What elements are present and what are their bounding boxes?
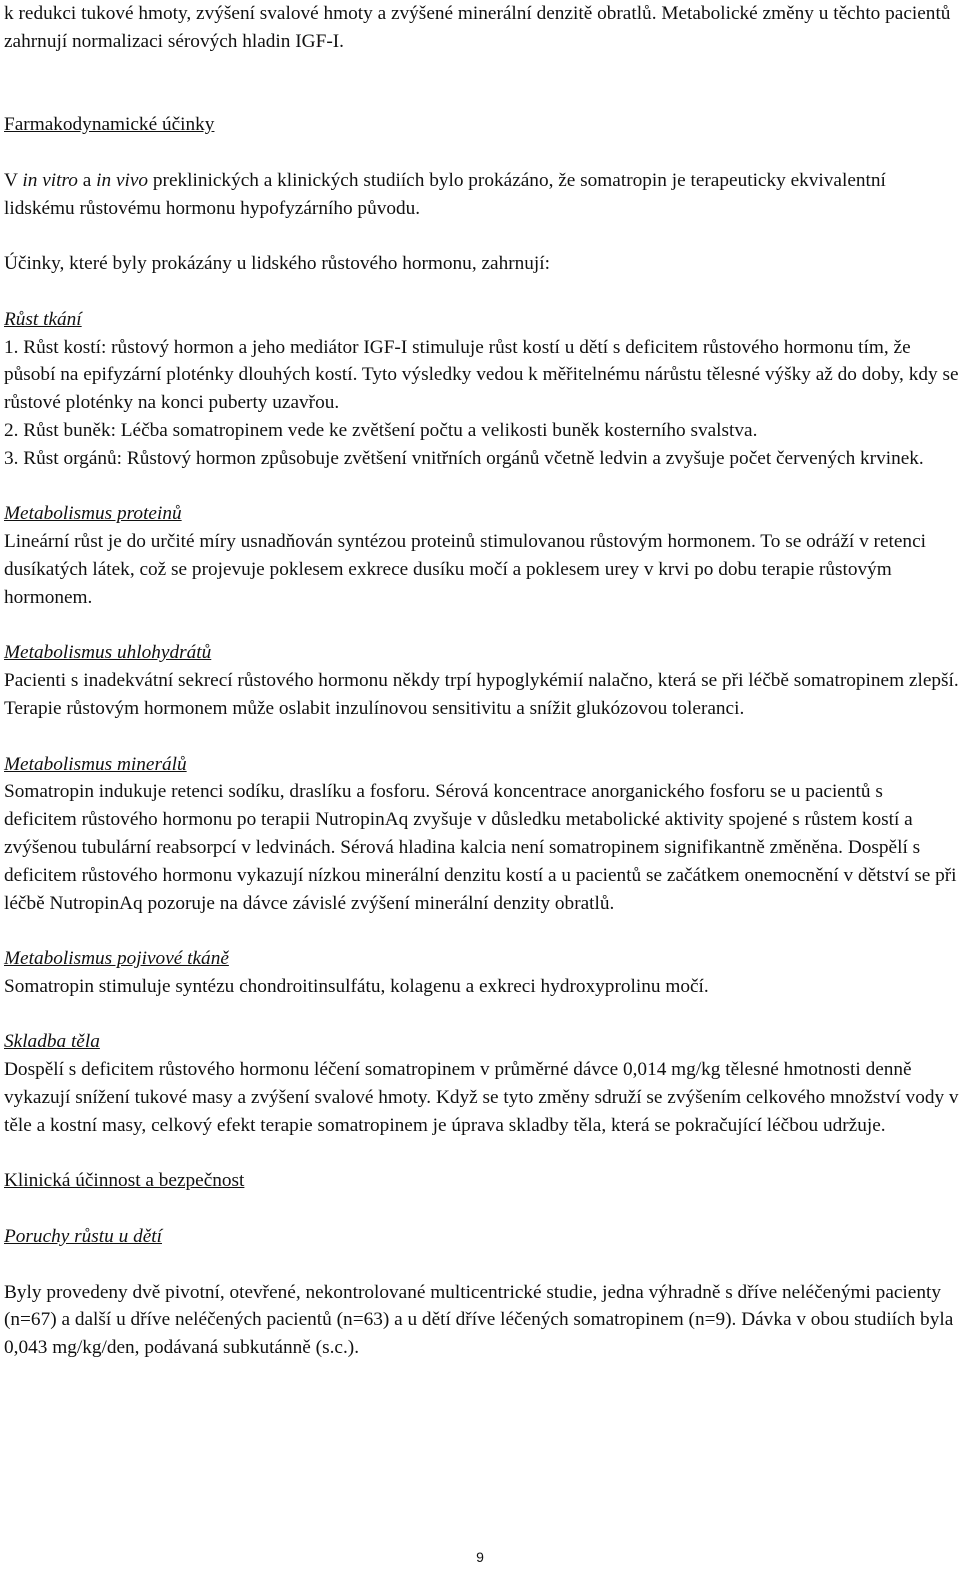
- protein-metabolism-paragraph: Lineární růst je do určité míry usnadňován syntézou proteinů stimulovanou růstovým hormonem. To se odráží v retenci dusíkatých látek, což se projevuje poklesem exkrece dusíku močí a poklesem urey v krvi po dobu terapie růstovým hormonem.: [4, 531, 926, 608]
- effects-intro-paragraph: Účinky, které byly prokázány u lidského růstového hormonu, zahrnují:: [4, 253, 550, 275]
- spacer: [4, 723, 959, 751]
- spacer: [4, 1140, 959, 1168]
- spacer: [4, 1001, 959, 1029]
- spacer: [4, 917, 959, 945]
- text-fragment: a: [77, 169, 97, 191]
- spacer: [4, 473, 959, 501]
- clinical-heading: Klinická účinnost a bezpečnost: [4, 1170, 245, 1192]
- text-fragment: preklinických a klinických studiích bylo prokázáno, že somatropin je terapeuticky ekvivalentní lidskému růstovému hormonu hypofyzárního původu.: [4, 169, 886, 219]
- carbohydrate-metabolism-heading: Metabolismus uhlohydrátů: [4, 642, 212, 664]
- tissue-growth-heading: Růst tkání: [4, 308, 82, 330]
- body-composition-heading: Skladba těla: [4, 1031, 100, 1053]
- spacer: [4, 1195, 959, 1223]
- pharmacodynamics-heading: Farmakodynamické účinky: [4, 114, 215, 136]
- tissue-growth-item: 3. Růst orgánů: Růstový hormon způsobuje zvětšení vnitřních orgánů včetně ledvin a zvyšuje počet červených krvinek.: [4, 447, 924, 469]
- clinical-paragraph: Byly provedeny dvě pivotní, otevřené, nekontrolované multicentrické studie, jedna výhradně s dříve neléčenými pacienty (n=67) a další u dříve neléčených pacientů (n=63) a u dětí dříve léčených somatropinem (n=9). Dávka v obou studiích byla 0,043 mg/kg/den, podávaná subkutánně (s.c.).: [4, 1281, 954, 1359]
- page-number: 9: [476, 1549, 484, 1565]
- spacer: [4, 222, 959, 250]
- document-page: [4, 0, 959, 1362]
- body-composition-paragraph: Dospělí s deficitem růstového hormonu léčení somatropinem v průměrné dávce 0,014 mg/kg tělesné hmotnosti denně vykazují snížení tukové masy a zvýšení svalové hmoty. Když se tyto změny sdruží se zvýšením celkového množství vody v těle a kostní masy, celkový efekt terapie somatropinem je úprava skladby těla, která se pokračující léčbou udržuje.: [4, 1059, 959, 1136]
- protein-metabolism-heading: Metabolismus proteinů: [4, 503, 182, 525]
- connective-tissue-paragraph: Somatropin stimuluje syntézu chondroitinsulfátu, kolagenu a exkreci hydroxyprolinu močí.: [4, 975, 709, 997]
- spacer: [4, 278, 959, 306]
- in-vivo-term: in vivo: [96, 169, 149, 191]
- carbohydrate-metabolism-paragraph: Pacienti s inadekvátní sekrecí růstového hormonu někdy trpí hypoglykémií nalačno, která se při léčbě somatropinem zlepší. Terapie růstovým hormonem může oslabit inzulínovou sensitivitu a snížit glukózovou toleranci.: [4, 670, 959, 719]
- text-fragment: V: [4, 169, 23, 191]
- spacer: [4, 56, 959, 112]
- mineral-metabolism-paragraph: Somatropin indukuje retenci sodíku, draslíku a fosforu. Sérová koncentrace anorganického fosforu se u pacientů s deficitem růstového hormonu po terapii NutropinAq zvyšuje v důsledku metabolické aktivity spojené s růstem kostí a zvýšenou tubulární reabsorpcí v ledvinách. Sérová hladina kalcia není somatropinem signifikantně změněna. Dospělí s deficitem růstového hormonu vykazují nízkou minerální denzitu kostí a u pacientů se začátkem onemocnění v dětství se při léčbě NutropinAq pozoruje na dávce závislé zvýšení minerální denzity obratlů.: [4, 781, 957, 914]
- connective-tissue-heading: Metabolismus pojivové tkáně: [4, 948, 229, 970]
- tissue-growth-item: 1. Růst kostí: růstový hormon a jeho mediátor IGF-I stimuluje růst kostí u dětí s deficitem růstového hormonu tím, že působí na epifyzární ploténky dlouhých kostí. Tyto výsledky vedou k měřitelnému nárůstu tělesné výšky až do doby, kdy se růstové ploténky na konci puberty uzavřou.: [4, 336, 959, 414]
- clinical-subheading: Poruchy růstu u dětí: [4, 1226, 162, 1248]
- spacer: [4, 139, 959, 167]
- spacer: [4, 612, 959, 640]
- intro-paragraph: k redukci tukové hmoty, zvýšení svalové hmoty a zvýšené minerální denzitě obratlů. Metabolické změny u těchto pacientů zahrnují normalizaci sérových hladin IGF-I.: [4, 3, 951, 52]
- tissue-growth-item: 2. Růst buněk: Léčba somatropinem vede ke zvětšení počtu a velikosti buněk kosterního svalstva.: [4, 419, 758, 441]
- pharmacodynamics-paragraph: [4, 167, 959, 223]
- spacer: [4, 1251, 959, 1279]
- in-vitro-term: in vitro: [22, 169, 78, 191]
- mineral-metabolism-heading: Metabolismus minerálů: [4, 753, 187, 775]
